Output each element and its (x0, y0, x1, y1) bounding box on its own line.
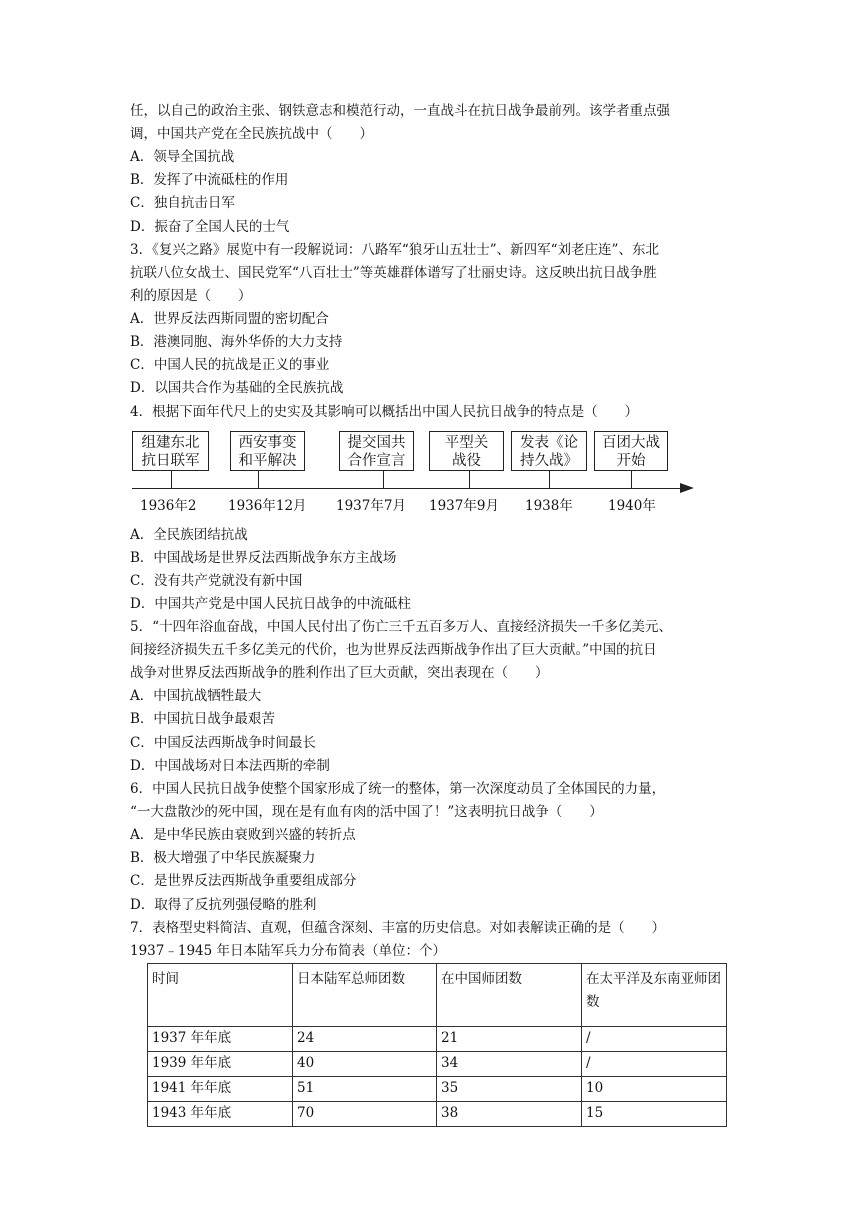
option-a: A．是中华民族由衰败到兴盛的转折点 (130, 827, 356, 843)
timeline-connector (258, 471, 259, 488)
table-row (148, 1076, 727, 1101)
table-cell: 1937 年年底 (148, 1026, 293, 1051)
option-d: D．中国战场对日本法西斯的牵制 (130, 757, 330, 774)
question-stem-line: 7．表格型史料简洁、直观，但蕴含深刻、丰富的历史信息。对如表解读正确的是（ ） (130, 919, 666, 936)
timeline-event-box (132, 431, 209, 471)
table-cell: 1941 年年底 (148, 1076, 293, 1101)
table-cell: 51 (293, 1076, 437, 1101)
table-cell: / (582, 1026, 727, 1051)
option-a: A．领导全国抗战 (130, 149, 235, 165)
timeline-event-line: 发表《论 (520, 434, 578, 451)
timeline-connector (549, 471, 550, 488)
option-a: A．全民族团结抗战 (130, 526, 248, 543)
table-cell: 35 (437, 1076, 582, 1101)
table-title: 1937﹣1945 年日本陆军兵力分布简表（单位：个） (130, 942, 447, 959)
question-stem-line: 任，以自己的政治主张、钢铁意志和模范行动，一直战斗在抗日战争最前列。该学者重点强 (130, 103, 670, 119)
table-cell: 70 (293, 1101, 437, 1126)
timeline-event-box (594, 431, 668, 471)
option-b: B．极大增强了中华民族凝聚力 (130, 850, 316, 867)
option-c: C．中国人民的抗战是正义的事业 (130, 357, 330, 374)
question-stem-line: “一大盘散沙的死中国，现在是有血有肉的活中国了！”这表明抗日战争（ ） (130, 804, 603, 820)
timeline-date: 1937年7月 (336, 497, 406, 514)
table-cell: 1943 年年底 (148, 1101, 293, 1126)
option-d: D．振奋了全国人民的士气 (130, 218, 290, 235)
timeline-date: 1940年 (608, 497, 656, 514)
timeline-date: 1936年12月 (228, 497, 307, 514)
table-cell: 40 (293, 1051, 437, 1076)
question-stem-line: 调，中国共产党在全民族抗战中（ ） (130, 126, 373, 142)
question-7 (130, 917, 740, 1127)
troop-distribution-table (147, 963, 727, 1127)
question-stem-line: 6．中国人民抗日战争使整个国家形成了统一的整体，第一次深度动员了全体国民的力量， (130, 781, 666, 797)
table-cell: / (582, 1051, 727, 1076)
table-row (148, 1051, 727, 1076)
timeline-event-line: 平型关 (444, 434, 489, 451)
timeline-date: 1938年 (525, 497, 573, 514)
question-stem-line: 战争对世界反法西斯战争的胜利作出了巨大贡献，突出表现在（ ） (130, 665, 549, 682)
question-5 (130, 616, 740, 778)
table-header-cell: 日本陆军总师团数 (293, 963, 437, 1026)
option-b: B．发挥了中流砥柱的作用 (130, 172, 289, 189)
question-stem-line: 5．“十四年浴血奋战，中国人民付出了伤亡三千五百多万人、直接经济损失一千多亿美元、 (130, 619, 672, 636)
question-4 (130, 401, 740, 617)
question-stem-line: 抗联八位女战士、国民党军“八百壮士”等英雄群体谱写了壮丽史诗。这反映出抗日战争胜 (130, 264, 657, 281)
option-c: C．独自抗击日军 (130, 195, 235, 212)
table-cell: 38 (437, 1101, 582, 1126)
option-b: B．中国战场是世界反法西斯战争东方主战场 (130, 549, 397, 566)
option-b: B．港澳同胞、海外华侨的大力支持 (130, 333, 343, 350)
timeline-event-line: 和平解决 (238, 452, 297, 469)
timeline-connector (469, 471, 470, 488)
option-d: D．中国共产党是中国人民抗日战争的中流砥柱 (130, 596, 411, 613)
timeline-event-line: 百团大战 (602, 434, 660, 451)
table-cell: 21 (437, 1026, 582, 1051)
timeline-arrow-icon (680, 483, 694, 493)
timeline-axis (132, 488, 680, 489)
timeline-connector (383, 471, 384, 488)
question-stem-line: 4．根据下面年代尺上的史实及其影响可以概括出中国人民抗日战争的特点是（ ） (130, 403, 639, 420)
question-stem-line: 间接经济损失五千多亿美元的代价，也为世界反法西斯战争作出了巨大贡献。”中国的抗日 (130, 642, 657, 659)
question-2 (130, 100, 740, 239)
timeline-figure (130, 427, 740, 522)
timeline-event-line: 提交国共 (347, 434, 406, 451)
table-header-cell: 时间 (148, 963, 293, 1026)
timeline-event-line: 合作宣言 (347, 452, 406, 469)
timeline-event-line: 西安事变 (238, 434, 297, 451)
timeline-event-line: 战役 (452, 452, 481, 469)
table-header-cell: 在太平洋及东南亚师团数 (582, 963, 727, 1026)
option-c: C．没有共产党就没有新中国 (130, 572, 303, 589)
timeline-event-box (511, 431, 587, 471)
table-cell: 34 (437, 1051, 582, 1076)
timeline-date: 1936年2 (140, 497, 197, 514)
timeline-event-box (339, 431, 414, 471)
option-c: C．中国反法西斯战争时间最长 (130, 734, 316, 751)
table-row (148, 1026, 727, 1051)
option-a: A．世界反法西斯同盟的密切配合 (130, 310, 329, 327)
table-cell: 10 (582, 1076, 727, 1101)
timeline-event-line: 组建东北 (141, 434, 200, 451)
table-cell: 15 (582, 1101, 727, 1126)
timeline-event-box (230, 431, 305, 471)
timeline-connector (631, 471, 632, 488)
question-3 (130, 239, 740, 401)
timeline-event-box (429, 431, 504, 471)
timeline-event-line: 抗日联军 (141, 452, 200, 469)
timeline-connector (171, 471, 172, 488)
table-cell: 1939 年年底 (148, 1051, 293, 1076)
option-a: A．中国抗战牺牲最大 (130, 688, 262, 705)
table-row (148, 1101, 727, 1126)
timeline-event-line: 持久战》 (520, 452, 578, 469)
page-content (130, 100, 740, 1127)
table-cell: 24 (293, 1026, 437, 1051)
question-6 (130, 778, 740, 917)
option-b: B．中国抗日战争最艰苦 (130, 711, 275, 728)
table-header-cell: 在中国师团数 (437, 963, 582, 1026)
option-c: C．是世界反法西斯战争重要组成部分 (130, 873, 357, 890)
timeline-event-line: 开始 (616, 452, 646, 469)
timeline-date: 1937年9月 (429, 497, 499, 514)
option-d: D．以国共合作为基础的全民族抗战 (130, 380, 344, 397)
table-header-row (148, 963, 727, 1026)
question-stem-line: 利的原因是（ ） (130, 287, 252, 304)
question-stem-line: 3．《复兴之路》展览中有一段解说词：八路军“狼牙山五壮士”、新四军“刘老庄连”、东北 (130, 241, 659, 258)
option-d: D．取得了反抗列强侵略的胜利 (130, 896, 317, 913)
